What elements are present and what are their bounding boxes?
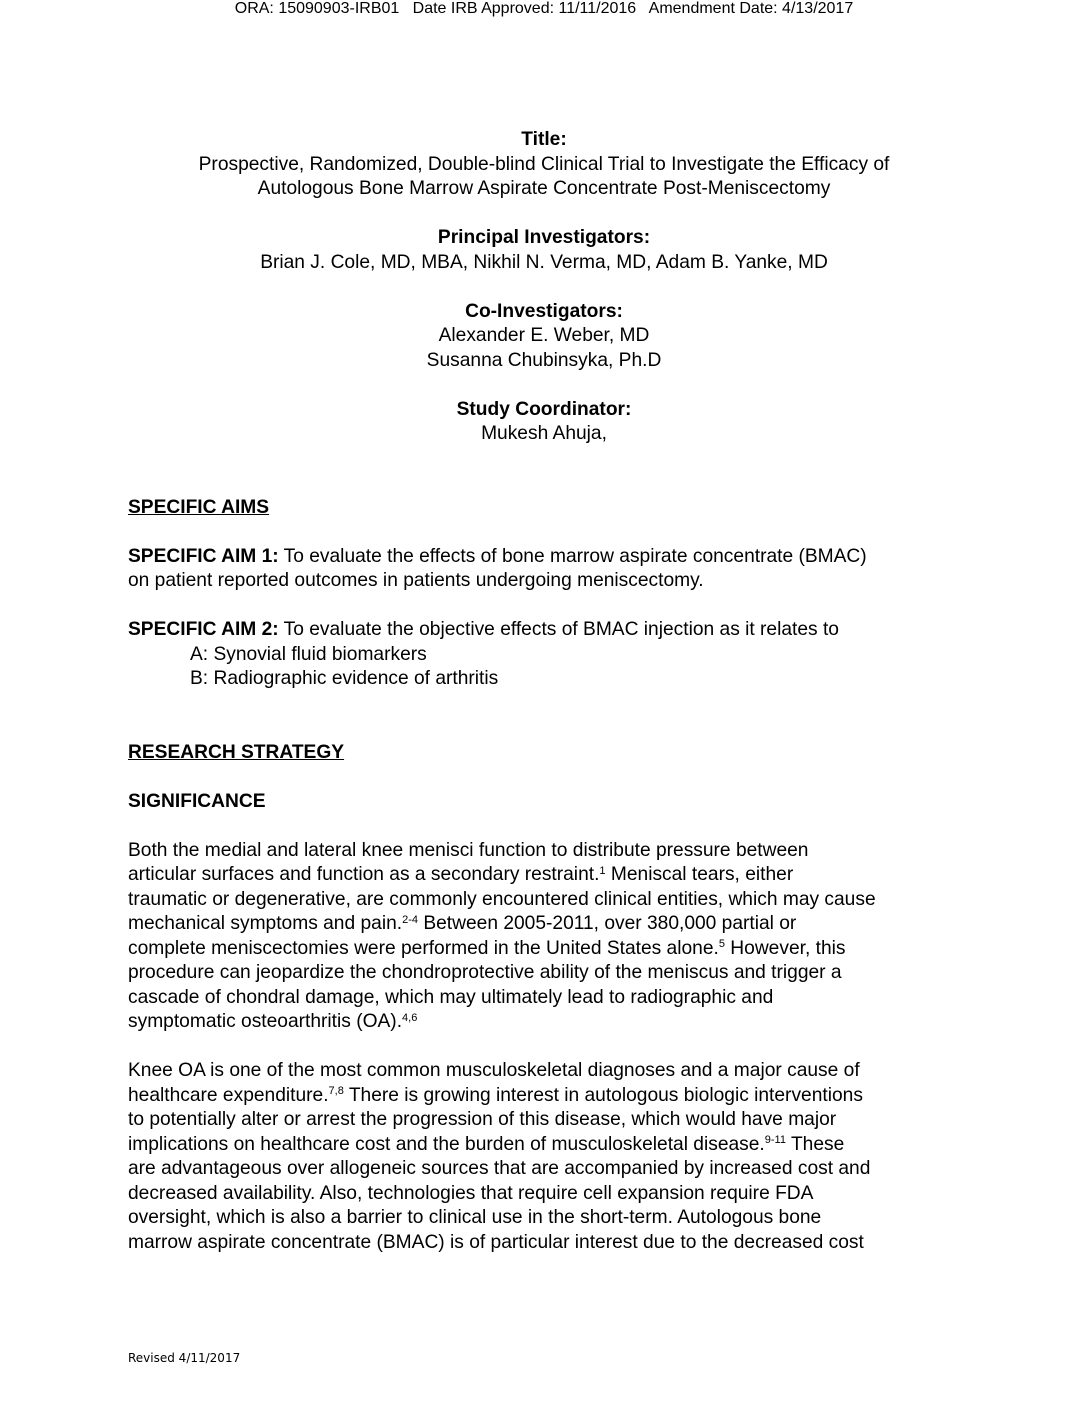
p1-line: articular surfaces and function as a secondary restraint.$^1$ Meniscal tears, either [128,864,794,885]
citation: 4,6 [402,1011,418,1024]
title-block [128,128,960,447]
document-body [128,128,960,1255]
p1-line: symptomatic osteoarthritis (OA).$^{4,6}$ [128,1011,418,1032]
specific-aim-2 [128,618,960,692]
aim2-label: SPECIFIC AIM 2: [128,619,279,640]
title-label: Title: [521,129,567,150]
co-investigator-1: Alexander E. Weber, MD [438,325,650,346]
principal-investigators-names: Brian J. Cole, MD, MBA, Nikhil N. Verma, MD, Adam B. Yanke, MD [260,251,828,273]
co-investigators-label: Co-Investigators: [465,300,623,322]
irb-header: ORA: 15090903-IRB01 Date IRB Approved: 11/11/2016 Amendment Date: 4/13/2017 [234,0,854,17]
p1-line: traumatic or degenerative, are commonly encountered clinical entities, which may cause [128,888,876,910]
p2-line: healthcare expenditure.$^{7,8}$ There is growing interest in autologous biologic interventions [128,1084,863,1106]
p2-line: to potentially alter or arrest the progression of this disease, which would have major [128,1109,837,1130]
study-coordinator-name: Mukesh Ahuja, [481,423,607,444]
title-line-1: Prospective, Randomized, Double-blind Clinical Trial to Investigate the Efficacy of [198,153,890,175]
principal-investigators-label: Principal Investigators: [437,227,651,248]
p2-line: marrow aspirate concentrate (BMAC) is of particular interest due to the decreased cost [128,1231,864,1253]
aim2-text: To evaluate the objective effects of BMAC injection as it relates to [278,619,839,640]
study-coordinator-label: Study Coordinator: [456,398,632,420]
p2-line: decreased availability. Also, technologies that require cell expansion require FDA [128,1182,814,1204]
p2-line: are advantageous over allogeneic sources that are accompanied by increased cost and [128,1158,871,1179]
p1-line: complete meniscectomies were performed in the United States alone.$^5$ However, this [128,937,846,959]
p1-line: Both the medial and lateral knee menisci function to distribute pressure between [128,839,809,861]
research-strategy-heading: RESEARCH STRATEGY [128,741,345,763]
significance-paragraph-1 [128,839,960,1035]
aim2-item-a: A: Synovial fluid biomarkers [190,643,427,665]
citation: 2-4 [402,913,418,926]
citation: 5 [718,938,725,951]
co-investigator-2: Susanna Chubinsyka, Ph.D [426,349,662,371]
citation: 7,8 [328,1085,344,1098]
aim1-label: SPECIFIC AIM 1: [128,545,279,567]
aim2-item-b: B: Radiographic evidence of arthritis [190,668,499,689]
specific-aim-1 [128,545,960,594]
p2-line: Knee OA is one of the most common musculoskeletal diagnoses and a major cause of [128,1060,860,1081]
p1-line: procedure can jeopardize the chondroprotective ability of the meniscus and trigger a [128,962,842,983]
aim1-text-2: on patient reported outcomes in patients undergoing meniscectomy. [128,570,704,591]
significance-paragraph-2 [128,1059,960,1255]
p1-line: mechanical symptoms and pain.$^{2-4}$ Between 2005-2011, over 380,000 partial or [128,913,797,934]
p1-line: cascade of chondral damage, which may ultimately lead to radiographic and [128,986,774,1008]
p2-line: implications on healthcare cost and the burden of musculoskeletal disease.$^{9-11}$ These [128,1133,845,1155]
significance-heading: SIGNIFICANCE [128,790,266,812]
revised-date-footer: Revised 4/11/2017 [128,1351,241,1365]
aim1-text-1: To evaluate the effects of bone marrow aspirate concentrate (BMAC) [278,545,867,567]
title-line-2: Autologous Bone Marrow Aspirate Concentrate Post-Meniscectomy [257,178,831,199]
p2-line: oversight, which is also a barrier to clinical use in the short-term. Autologous bone [128,1207,822,1228]
specific-aims-heading: SPECIFIC AIMS [128,496,270,518]
citation: 1 [599,864,606,877]
citation: 9-11 [764,1134,786,1147]
